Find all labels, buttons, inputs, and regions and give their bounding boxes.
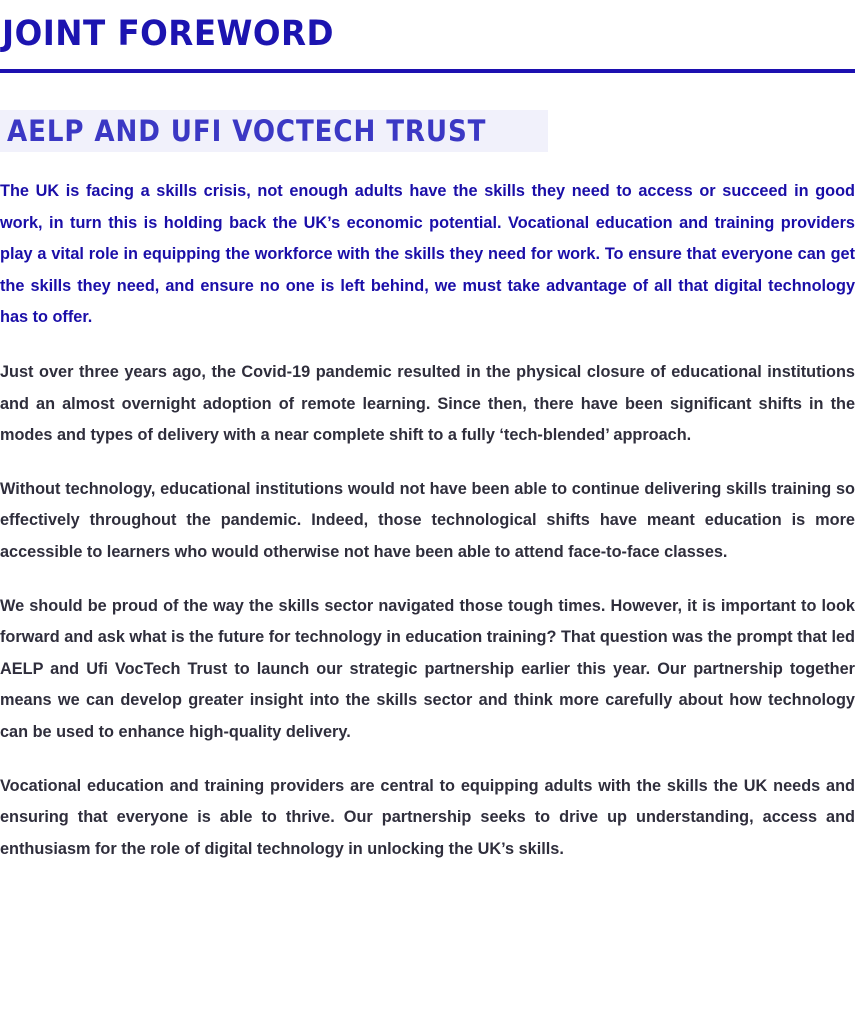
title-divider	[0, 69, 855, 73]
paragraph: Without technology, educational institutions would not have been able to continue delivering skills training so effectively throughout the pandemic. Indeed, those technological shifts have meant education is more accessible to learners who would otherwise not have been able to attend face-to-face classes.	[0, 479, 855, 561]
paragraph: Vocational education and training providers are central to equipping adults with the skills the UK needs and ensuring that everyone is able to thrive. Our partnership seeks to drive up understanding, access and enthusiasm for the role of digital technology in unlocking the UK’s skills.	[0, 776, 855, 858]
subtitle-banner	[0, 110, 548, 152]
section-subtitle: AELP AND UFI VOCTECH TRUST	[7, 114, 487, 148]
lead-paragraph: The UK is facing a skills crisis, not enough adults have the skills they need to access or succeed in good work, in turn this is holding back the UK’s economic potential. Vocational education and training providers play a vital role in equipping the workforce with the skills they need for work. To ensure that everyone can get the skills they need, and ensure no one is left behind, we must take advantage of all that digital technology has to offer.	[0, 182, 855, 327]
paragraph: Just over three years ago, the Covid-19 pandemic resulted in the physical closure of educational institutions and an almost overnight adoption of remote learning. Since then, there have been significant shifts in the modes and types of delivery with a near complete shift to a fully ‘tech-blended’ approach.	[0, 362, 855, 445]
paragraph: We should be proud of the way the skills sector navigated those tough times. However, it is important to look forward and ask what is the future for technology in education training? That question was the prompt that led AELP and Ufi VocTech Trust to launch our strategic partnership earlier this year. Our partnership together means we can develop greater insight into the skills sector and think more carefully about how technology can be used to enhance high-quality delivery.	[0, 596, 855, 741]
page-title: JOINT FOREWORD	[2, 14, 335, 54]
foreword-body	[0, 176, 855, 887]
